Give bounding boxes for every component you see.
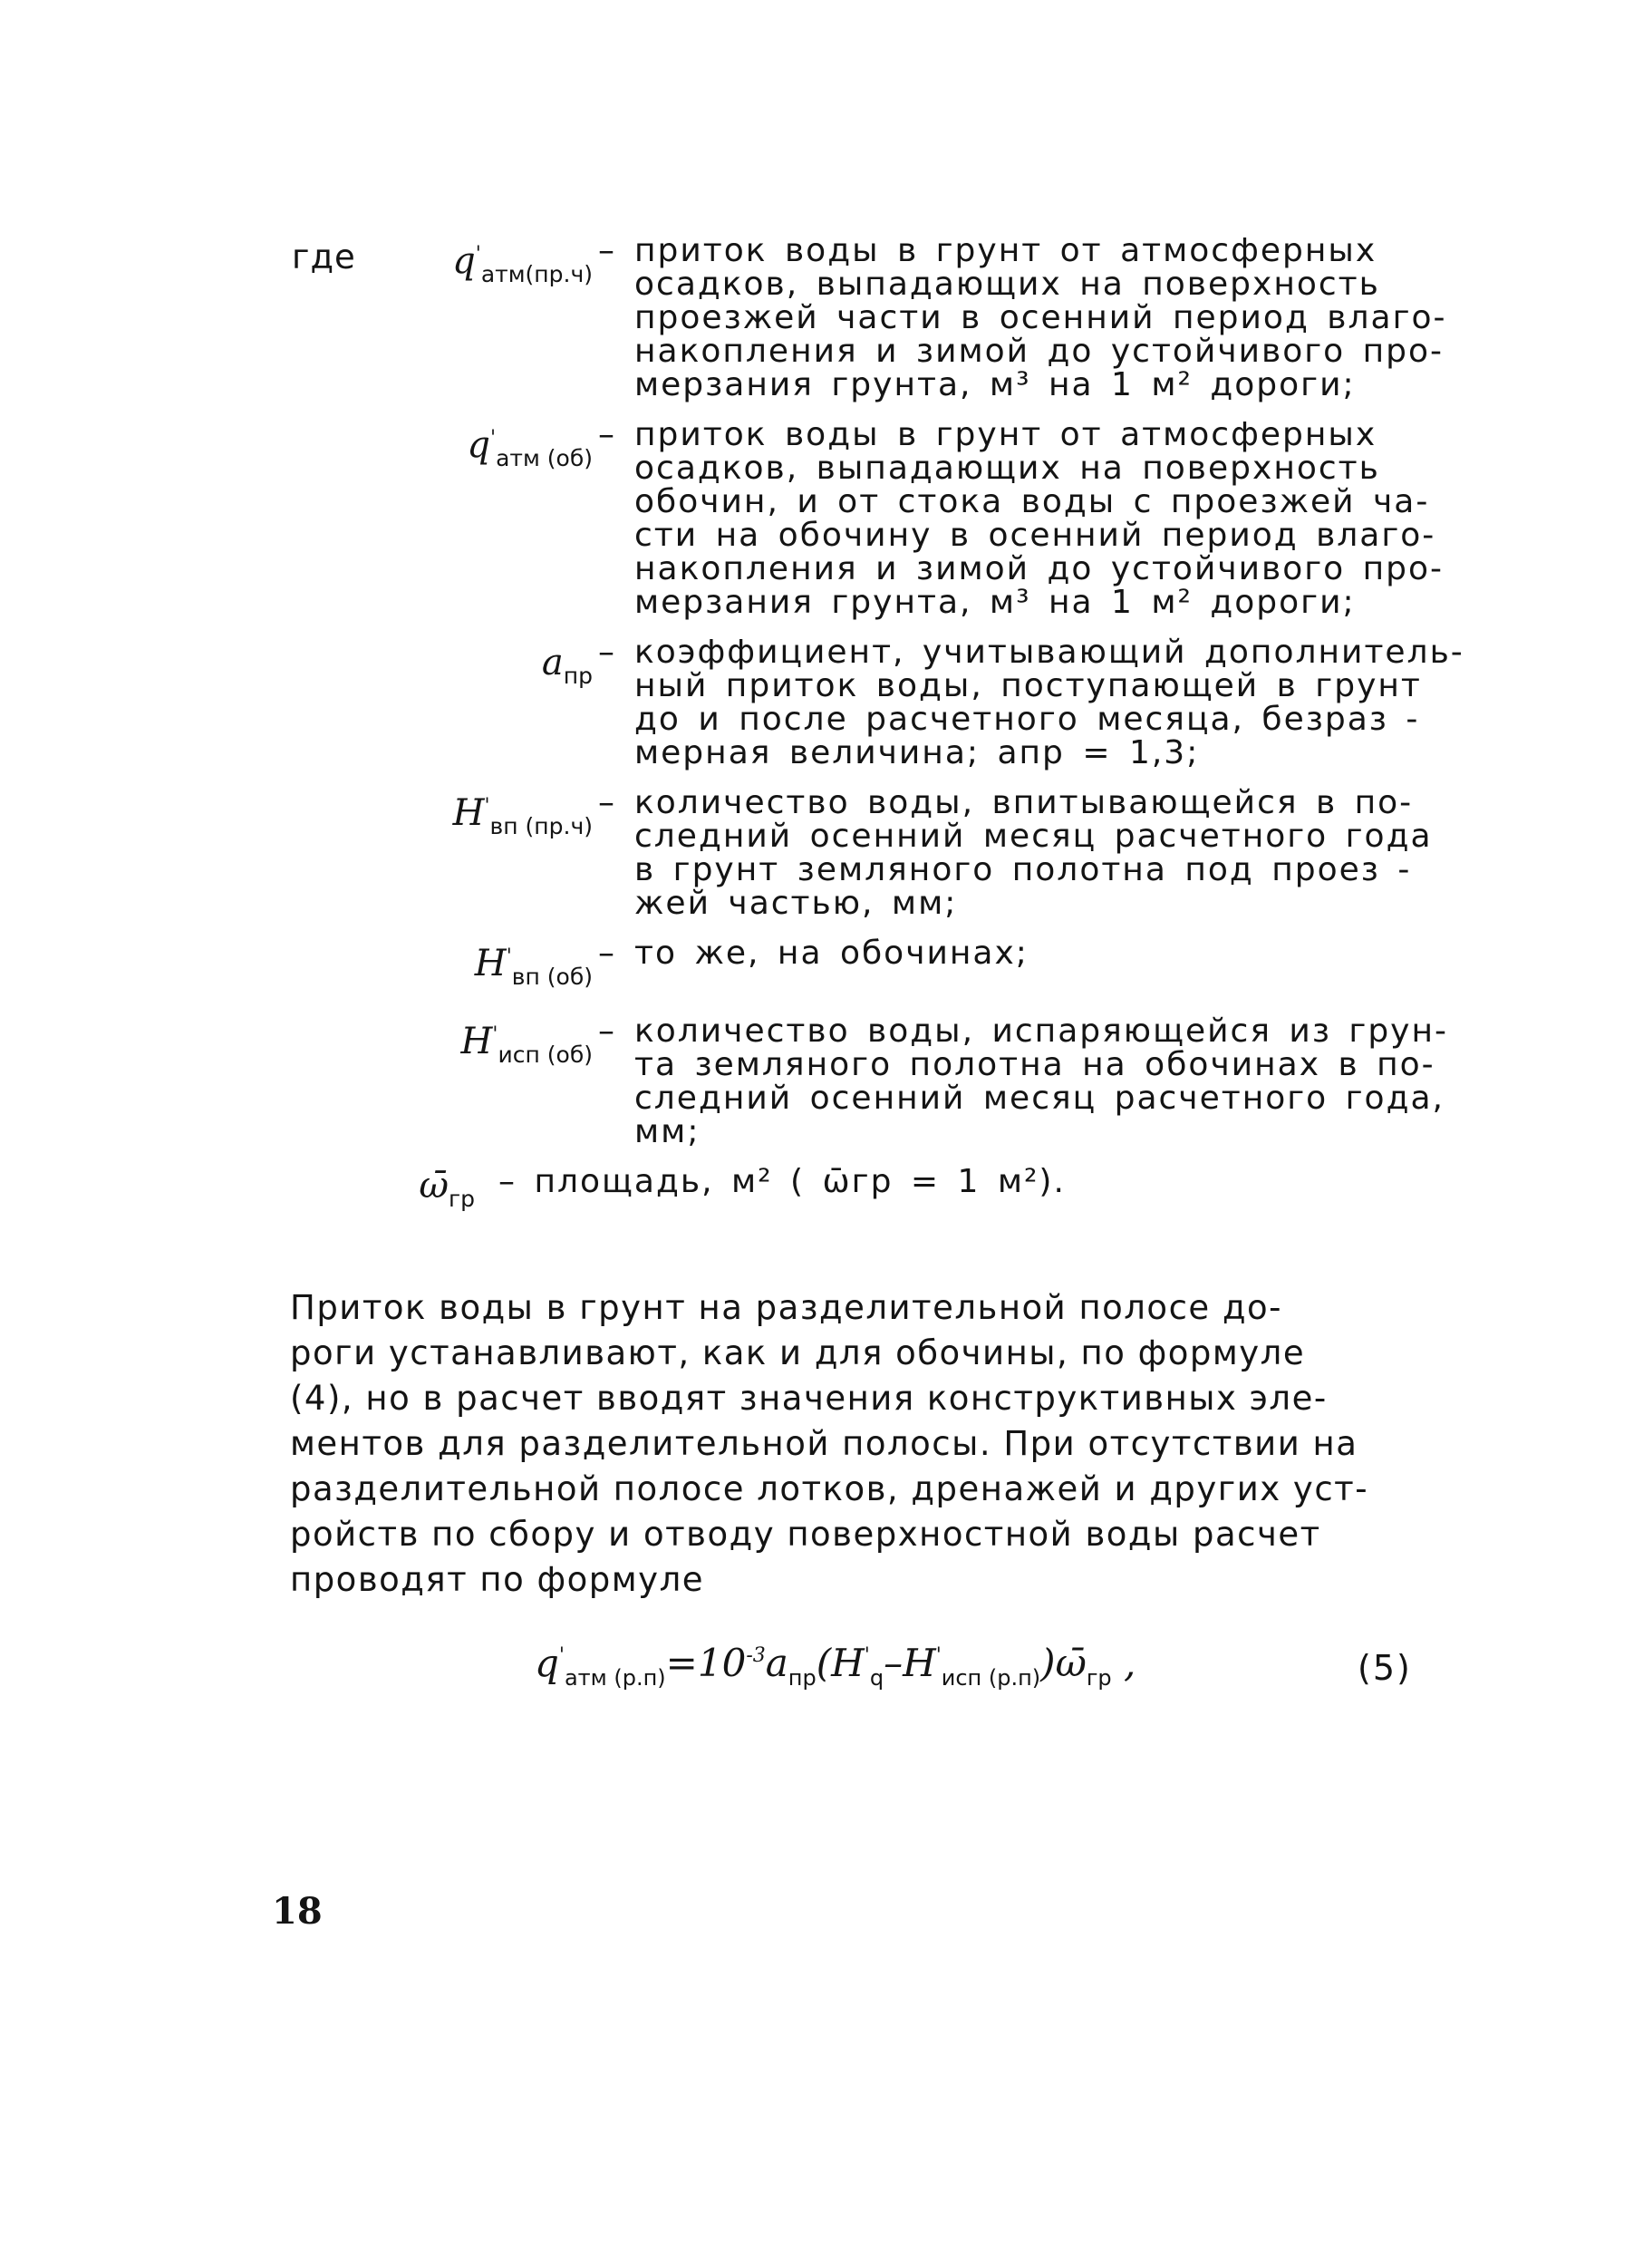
- definition-dash: –: [598, 784, 614, 821]
- definition-text: количество воды, испаряющейся из грун- та земляного полотна на обочинах в по- следний осенний месяц расчетного года, мм;: [634, 1013, 1449, 1150]
- omega-text: – площадь, м² ( ω̄гр = 1 м²).: [498, 1163, 1066, 1200]
- definition-row: [362, 418, 1477, 619]
- formula-5: $q'_{атм (р.п)}=10^{-3}a_{пр}(H'_q-H'_{исп (р.п)})\omegā_{гр}$ ,: [535, 1641, 1136, 1691]
- definition-dash: –: [598, 935, 614, 972]
- definition-row: [362, 234, 1477, 402]
- page-number: 18: [272, 1890, 323, 1933]
- omega-definition: [362, 1165, 1477, 1220]
- definition-text: приток воды в грунт от атмосферных осадков, выпадающих на поверхность проезжей части в осенний период влаго- накопления и зимой до устойчивого про- мерзания грунта, м³ на 1 м² дороги;: [634, 232, 1447, 403]
- definition-dash: –: [598, 232, 614, 269]
- definition-symbol: $q'_{атм (об)}$: [467, 424, 593, 471]
- definition-row: [362, 936, 1477, 998]
- definition-symbol: $q'_{атм(пр.ч)}$: [452, 240, 593, 287]
- definitions-list: [362, 234, 1477, 1220]
- definition-dash: –: [598, 634, 614, 671]
- equation-number: (5): [1358, 1648, 1412, 1688]
- body-paragraph: Приток воды в грунт на разделительной полосе до- роги устанавливают, как и для обочины, по формуле (4), но в расчет вводят значения конструктивных эле- ментов для разделительной полосы. При отсутствии на разделительной полосе лотков, дренажей и других уст- ройств по сбору и отводу поверхностной воды расчет проводят по формуле: [290, 1288, 1369, 1599]
- definition-text: количество воды, впитывающейся в по- следний осенний месяц расчетного года в грунт земляного полотна под проез - жей частью, мм;: [634, 784, 1433, 922]
- definition-text: приток воды в грунт от атмосферных осадков, выпадающих на поверхность обочин, и от стока воды с проезжей ча- сти на обочину в осенний период влаго- накопления и зимой до устойчивого про- мерзания грунта, м³ на 1 м² дороги;: [634, 416, 1445, 621]
- definition-dash: –: [598, 416, 614, 453]
- definition-row: [362, 635, 1477, 770]
- definition-symbol: $H'_{исп (об)}$: [460, 1021, 593, 1068]
- omega-symbol: $\omegā_{гр}$: [419, 1165, 475, 1212]
- intro-word: где: [292, 237, 356, 276]
- definition-symbol: $a_{пр}$: [541, 642, 593, 689]
- definition-symbol: $H'_{вп (пр.ч)}$: [452, 792, 593, 839]
- definition-symbol: $H'_{вп (об)}$: [474, 943, 593, 990]
- definition-row: [362, 1014, 1477, 1149]
- definition-text: то же, на обочинах;: [634, 935, 1029, 972]
- definition-dash: –: [598, 1013, 614, 1050]
- definition-text: коэффициент, учитывающий дополнитель- ный приток воды, поступающей в грунт до и после расчетного месяца, безраз - мерная величина; aпр = 1,3;: [634, 634, 1464, 771]
- definition-row: [362, 786, 1477, 920]
